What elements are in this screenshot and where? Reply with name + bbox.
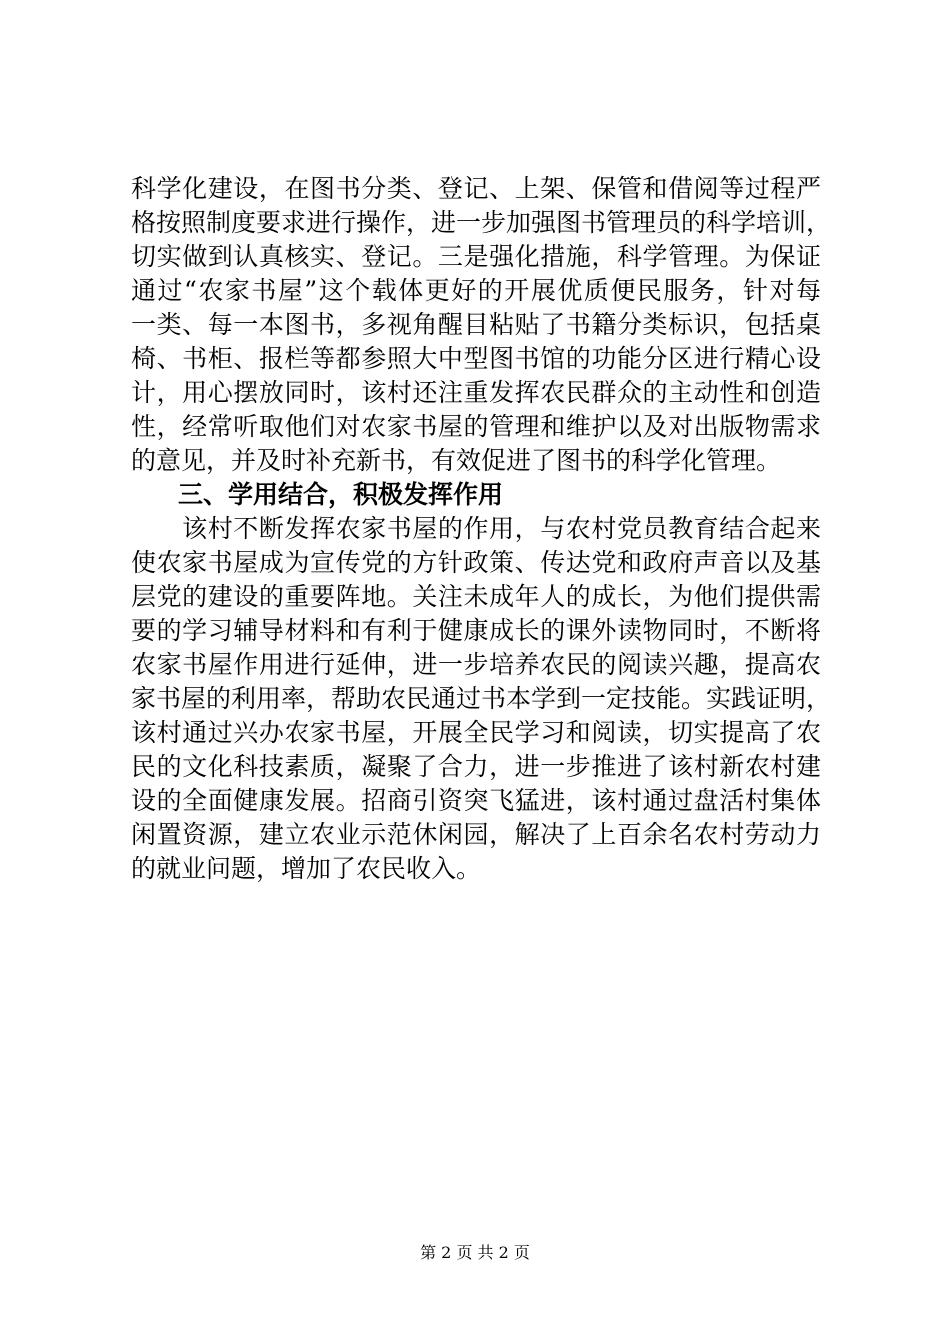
text-line: 民的文化科技素质，凝聚了合力，进一步推进了该村新农村建 bbox=[131, 752, 821, 781]
text-line: 切实做到认真核实、登记。三是强化措施，科学管理。为保证 bbox=[131, 242, 821, 271]
paragraph-1 bbox=[131, 172, 832, 478]
text-line: 科学化建设，在图书分类、登记、上架、保管和借阅等过程严 bbox=[131, 174, 821, 203]
section-heading: 三、学用结合，积极发挥作用 bbox=[178, 480, 504, 509]
text-line: 要的学习辅导材料和有利于健康成长的课外读物同时，不断将 bbox=[131, 616, 821, 645]
text-line: 的意见，并及时补充新书，有效促进了图书的科学化管理。 bbox=[131, 446, 782, 475]
text-line: 设的全面健康发展。招商引资突飞猛进，该村通过盘活村集体 bbox=[131, 786, 821, 815]
text-line: 计，用心摆放同时，该村还注重发挥农民群众的主动性和创造 bbox=[131, 378, 821, 407]
text-line: 该村通过兴办农家书屋，开展全民学习和阅读，切实提高了农 bbox=[131, 718, 821, 747]
text-line: 通过“农家书屋”这个载体更好的开展优质便民服务，针对每 bbox=[131, 276, 821, 305]
document-body bbox=[131, 172, 832, 886]
paragraph-2 bbox=[131, 512, 832, 886]
text-line: 家书屋的利用率，帮助农民通过书本学到一定技能。实践证明， bbox=[131, 684, 832, 713]
text-line: 闲置资源，建立农业示范休闲园，解决了上百余名农村劳动力 bbox=[131, 820, 821, 849]
text-line: 该村不断发挥农家书屋的作用，与农村党员教育结合起来 bbox=[131, 514, 821, 543]
text-line: 的就业问题，增加了农民收入。 bbox=[131, 854, 482, 883]
text-line: 格按照制度要求进行操作，进一步加强图书管理员的科学培训， bbox=[131, 208, 832, 237]
text-line: 性，经常听取他们对农家书屋的管理和维护以及对出版物需求 bbox=[131, 412, 821, 441]
text-line: 一类、每一本图书，多视角醒目粘贴了书籍分类标识，包括桌 bbox=[131, 310, 821, 339]
text-line: 使农家书屋成为宣传党的方针政策、传达党和政府声音以及基 bbox=[131, 548, 821, 577]
text-line: 层党的建设的重要阵地。关注未成年人的成长，为他们提供需 bbox=[131, 582, 821, 611]
text-line: 椅、书柜、报栏等都参照大中型图书馆的功能分区进行精心设 bbox=[131, 344, 821, 373]
page-number-footer: 第 2 页 共 2 页 bbox=[420, 1243, 530, 1262]
text-line: 农家书屋作用进行延伸，进一步培养农民的阅读兴趣，提高农 bbox=[131, 650, 821, 679]
